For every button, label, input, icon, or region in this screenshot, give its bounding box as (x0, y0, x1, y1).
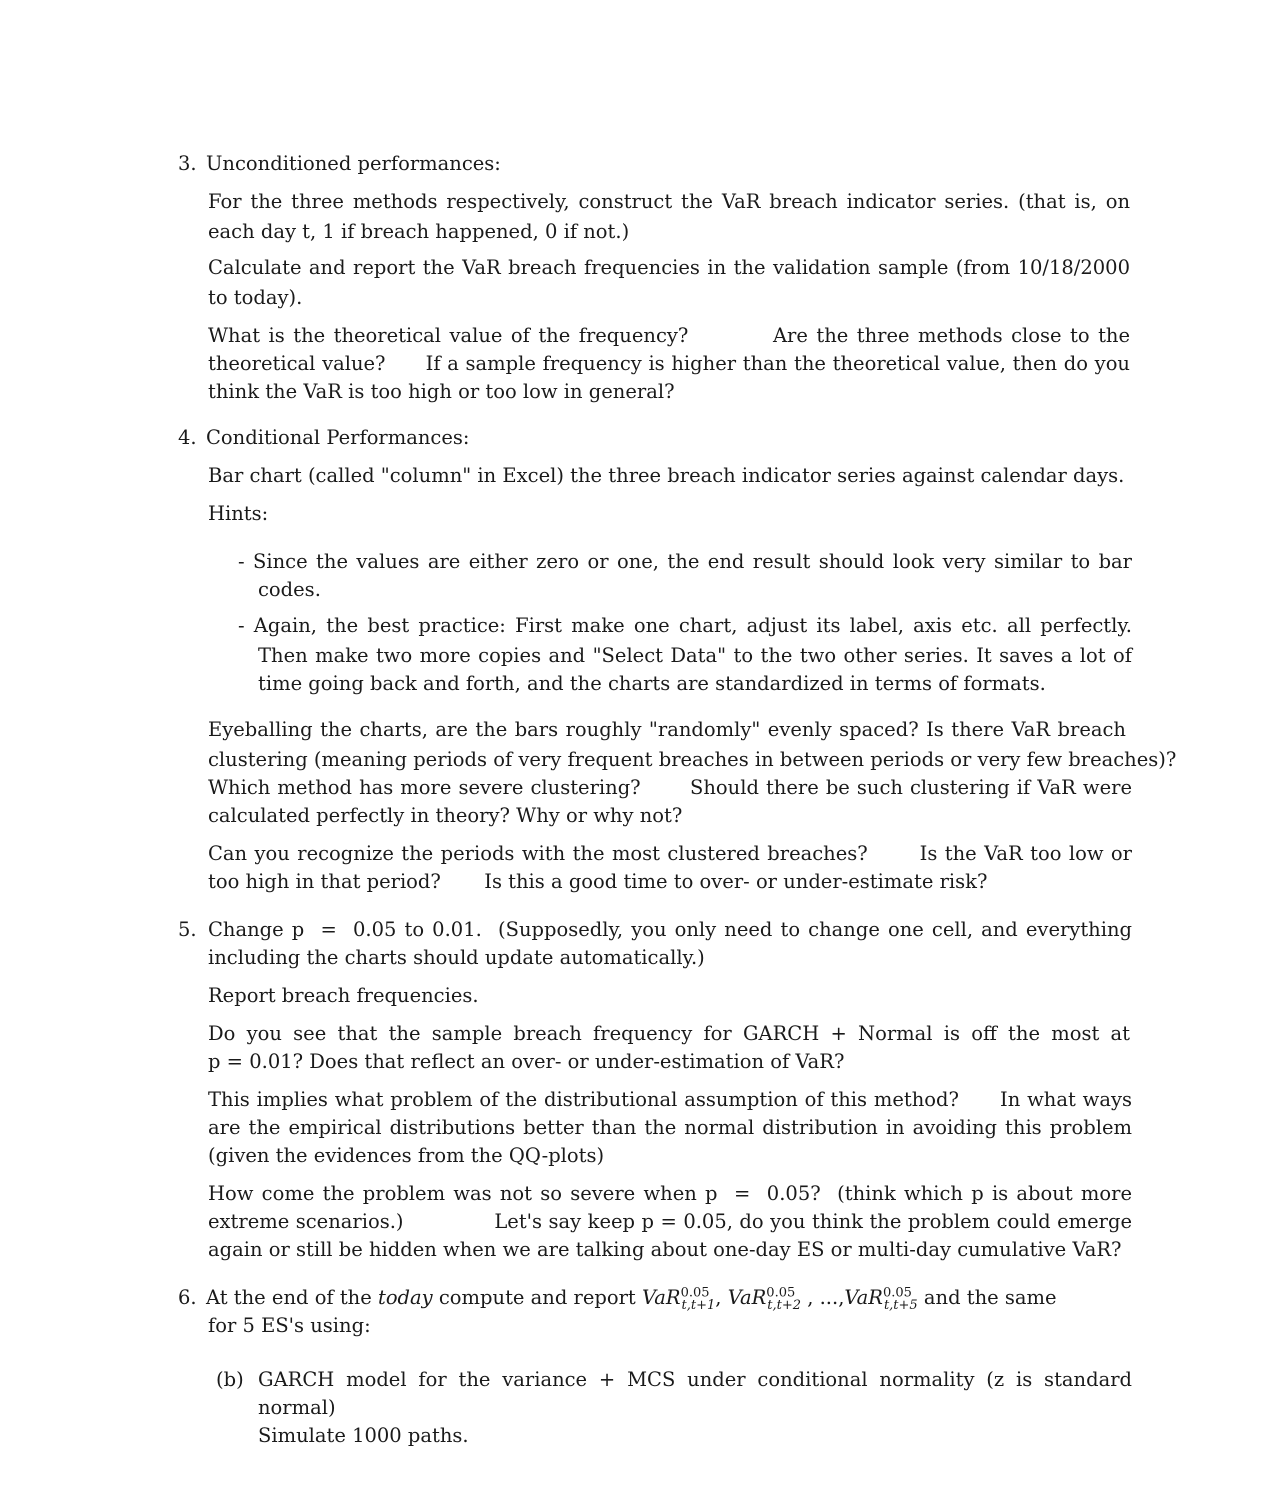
item-6-b-label: (b) (216, 1368, 244, 1391)
item-6-b-line1: GARCH model for the variance + MCS under conditional normality (z is standard (258, 1368, 1132, 1391)
item-6-b-line3: Simulate 1000 paths. (258, 1424, 469, 1447)
item-4-p2-line2: clustering (meaning periods of very frequent breaches in between periods or very few breaches)? (208, 748, 1177, 771)
var-sup-1: 0.05 (680, 1285, 710, 1301)
var-sub-1: t,t+1 (681, 1297, 716, 1313)
var-sub-5: t,t+5 (883, 1297, 918, 1313)
item-3-p3-line2: theoretical value? If a sample frequency is higher than the theoretical value, then do you (208, 352, 1130, 375)
item-5-p3-line3: (given the evidences from the QQ-plots) (208, 1144, 605, 1167)
var-symbol-1: VaR (641, 1286, 681, 1309)
item-3-p3-line1: What is the theoretical value of the frequency? Are the three methods close to the (208, 324, 1130, 347)
item-5-p3-line2: are the empirical distributions better than the normal distribution in avoiding this problem (208, 1116, 1132, 1139)
item-5-p2-line1: Do you see that the sample breach frequency for GARCH + Normal is off the most at (208, 1022, 1130, 1045)
item-6-line1: At the end of the today compute and report VaR$^{0.05}_{t,t+1}$, VaR$^{0.05}_{t,t+2}$ , ...,VaR$^{0.05}_{t,t+5}$ and the same (206, 1285, 1057, 1313)
item-3-p2-line2: to today). (208, 286, 303, 309)
item-4-p3-line1: Can you recognize the periods with the most clustered breaches? Is the VaR too low or (208, 842, 1132, 865)
item-4-hint1-line1: - Since the values are either zero or one, the end result should look very similar to bar (238, 550, 1132, 573)
item-5-line1: Change p = 0.05 to 0.01. (Supposedly, you only need to change one cell, and everything (208, 918, 1132, 941)
item-6-today: today (377, 1286, 433, 1309)
var-sup-5: 0.05 (883, 1285, 912, 1301)
item-5-p4-line1: How come the problem was not so severe when p = 0.05? (think which p is about more (208, 1182, 1132, 1205)
item-5-line2: including the charts should update automatically.) (208, 946, 705, 969)
var-sup-2: 0.05 (766, 1285, 796, 1301)
item-3-number: 3. (178, 152, 197, 175)
item-4-title: Conditional Performances: (206, 426, 470, 449)
item-6-l1-post: and the same (917, 1286, 1057, 1309)
item-4-hint1-line2: codes. (258, 578, 321, 601)
item-5-p1: Report breach frequencies. (208, 984, 479, 1007)
item-4-hints-label: Hints: (208, 502, 269, 525)
item-3-p1-line1: For the three methods respectively, construct the VaR breach indicator series. (that is, on (208, 190, 1130, 213)
item-4-p1: Bar chart (called "column" in Excel) the three breach indicator series against calendar days. (208, 464, 1125, 487)
item-5-p4-line3: again or still be hidden when we are talking about one-day ES or multi-day cumulative VaR? (208, 1238, 1122, 1261)
item-6-l1-mid: compute and report (432, 1286, 642, 1309)
item-5-p4-line2: extreme scenarios.) Let's say keep p = 0.05, do you think the problem could emerge (208, 1210, 1132, 1233)
item-6-line2: for 5 ES's using: (208, 1314, 371, 1337)
item-6-l1-pre: At the end of the (206, 1286, 378, 1309)
item-4-hint2-line2: Then make two more copies and "Select Data" to the two other series. It saves a lot of (258, 644, 1132, 667)
item-3-p1-line2: each day t, 1 if breach happened, 0 if not.) (208, 220, 630, 243)
item-6-b-line2: normal) (258, 1396, 336, 1419)
item-3-p3-line3: think the VaR is too high or too low in general? (208, 380, 675, 403)
item-4-hint2-line1: - Again, the best practice: First make one chart, adjust its label, axis etc. all perfectly. (238, 614, 1132, 637)
item-4-hint2-line3: time going back and forth, and the charts are standardized in terms of formats. (258, 672, 1046, 695)
item-4-p3-line2: too high in that period? Is this a good time to over- or under-estimate risk? (208, 870, 988, 893)
item-6-number: 6. (178, 1286, 197, 1309)
item-5-p2-line2: p = 0.01? Does that reflect an over- or under-estimation of VaR? (208, 1050, 845, 1073)
item-5-number: 5. (178, 918, 197, 941)
item-4-p2-line3: Which method has more severe clustering? Should there be such clustering if VaR were (208, 776, 1132, 799)
item-4-number: 4. (178, 426, 197, 449)
var-sub-2: t,t+2 (767, 1297, 801, 1313)
var-symbol-5: VaR (844, 1286, 883, 1309)
item-5-p3-line1: This implies what problem of the distributional assumption of this method? In what ways (208, 1088, 1132, 1111)
item-4-p2-line4: calculated perfectly in theory? Why or why not? (208, 804, 683, 827)
item-3-p2-line1: Calculate and report the VaR breach frequencies in the validation sample (from 10/18/2000 (208, 256, 1130, 279)
var-symbol-2: VaR (727, 1286, 767, 1309)
item-4-p2-line1: Eyeballing the charts, are the bars roughly "randomly" evenly spaced? Is there VaR breach (208, 718, 1126, 741)
item-3-title: Unconditioned performances: (206, 152, 501, 175)
